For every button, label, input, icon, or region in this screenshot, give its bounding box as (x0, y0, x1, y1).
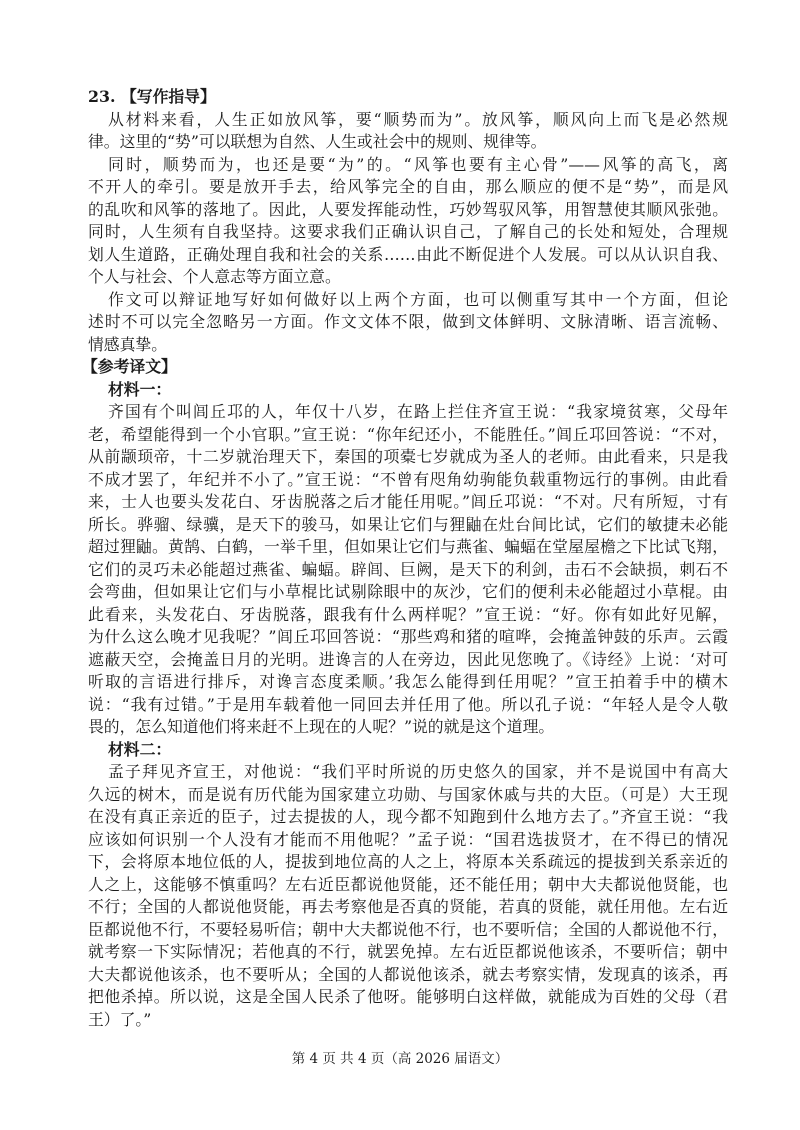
material1-line: 此看来，头发花白、牙齿脱落，跟我有什么两样呢？”宣王说：“好。你有如此好见解， (88, 604, 728, 624)
material2-label: 材料二： (108, 739, 172, 759)
writing-guide-title: 23. 【写作指导】 (88, 87, 216, 106)
material1-line: 来，士人也要头发花白、牙齿脱落之后才能任用呢。”闾丘邛说：“不对。尺有所短，寸有 (88, 492, 728, 511)
material1-line: 听取的言语进行排斥，对谗言态度柔顺。’我怎么能得到任用呢？”宣王拍着手中的横木 (88, 672, 728, 691)
guide-line: 律。这里的“势”可以联想为自然、人生或社会中的规则、规律等。 (88, 132, 547, 151)
material2-line: 就考察一下实际情况；若他真的不行，就罢免掉。左右近臣都说他该杀，不要听信；朝中 (88, 942, 728, 961)
guide-line: 不开人的牵引。要是放开手去，给风筝完全的自由，那么顺应的便不是“势”，而是风 (88, 177, 728, 196)
material1-line: 超过狸鼬。黄鹄、白鹤，一举千里，但如果让它们与燕雀、蝙蝠在堂屋屋檐之下比试飞翔， (88, 537, 728, 556)
material1-line: 说：“我有过错。”于是用车载着他一同回去并任用了他。所以孔子说：“年轻人是令人敬 (88, 694, 728, 714)
material2-line: 久远的树木，而是说有历代能为国家建立功勋、与国家休戚与共的大臣。（可是）大王现 (88, 784, 728, 804)
material1-line: 畏的，怎么知道他们将来赶不上现在的人呢？”说的就是这个道理。 (88, 717, 555, 736)
material1-label: 材料一： (108, 379, 172, 399)
page-footer: 第 4 页 共 4 页（高 2026 届语文） (291, 1051, 509, 1067)
guide-line: 同时，顺势而为，也还是要“为”的。“风筝也要有主心骨”——风筝的高飞，离 (108, 154, 728, 174)
material2-line: 王）了。” (88, 1009, 152, 1029)
guide-line: 情感真挚。 (88, 334, 167, 354)
guide-line: 的乱吹和风筝的落地了。因此，人要发挥能动性，巧妙驾驭风筝，用智慧使其顺风张弛。 (88, 199, 728, 219)
guide-line: 同时，人生须有自我坚持。这要求我们正确认识自己，了解自己的长处和短处，合理规 (88, 222, 728, 241)
material2-line: 孟子拜见齐宣王，对他说：“我们平时所说的历史悠久的国家，并不是说国中有高大 (108, 762, 728, 781)
guide-line: 个人与社会、个人意志等方面立意。 (88, 267, 341, 286)
material2-line: 大夫都说他该杀，也不要听从；全国的人都说他该杀，就去考察实情，发现真的该杀，再 (88, 964, 728, 984)
page-content (82, 86, 728, 1031)
material1-line: 老，希望能得到一个小官职。”宣王说：“你年纪还小，不能胜任。”闾丘邛回答说：“不对， (88, 424, 728, 444)
material2-line: 臣都说他不行，不要轻易听信；朝中大夫都说他不行，也不要听信；全国的人都说他不行， (88, 919, 728, 939)
guide-line: 划人生道路，正确处理自我和社会的关系……由此不断促进个人发展。可以从认识自我、 (88, 244, 728, 264)
guide-line: 述时不可以完全忽略另一方面。作文文体不限，做到文体鲜明、文脉清晰、语言流畅、 (88, 312, 728, 331)
material2-line: 应该如何识别一个人没有才能而不用他呢？”孟子说：“国君选拔贤才，在不得已的情况 (88, 829, 728, 849)
guide-line: 作文可以辩证地写好如何做好以上两个方面，也可以侧重写其中一个方面，但论 (108, 289, 728, 309)
material1-line: 不成才罢了，年纪并不小了。”宣王说：“不曾有咫角幼驹能负载重物远行的事例。由此看 (88, 469, 728, 489)
translation-title: 【参考译文】 (82, 357, 177, 376)
material2-line: 把他杀掉。所以说，这是全国人民杀了他呀。能够明白这样做，就能成为百姓的父母（君 (88, 987, 728, 1006)
guide-line: 从材料来看，人生正如放风筝，要“顺势而为”。放风筝，顺风向上而飞是必然规 (108, 109, 728, 129)
material1-line: 它们的灵巧未必能超过燕雀、蝙蝠。辟闾、巨阙，是天下的利剑，击石不会缺损，刺石不 (88, 559, 728, 579)
material1-line: 所长。骅骝、绿骥，是天下的骏马，如果让它们与狸鼬在灶台间比试，它们的敏捷未必能 (88, 514, 728, 534)
material2-line: 下，会将原本地位低的人，提拔到地位高的人之上，将原本关系疏远的提拔到关系亲近的 (88, 852, 728, 871)
material1-line: 为什么这么晚才见我呢？”闾丘邛回答说：“那些鸡和猪的喧哗，会掩盖钟鼓的乐声。云霞 (88, 627, 728, 646)
material2-line: 不行；全国的人都说他贤能，再去考察他是否真的贤能，若真的贤能，就任用他。左右近 (88, 897, 728, 916)
material1-line: 遮蔽天空，会掩盖日月的光明。进谗言的人在旁边，因此见您晚了。《诗经》上说：‘对可 (88, 649, 728, 669)
material2-line: 在没有真正亲近的臣子，过去提拔的人，现今都不知跑到什么地方去了。”齐宣王说：“我 (88, 807, 728, 826)
material1-line: 齐国有个叫闾丘邛的人，年仅十八岁，在路上拦住齐宣王说：“我家境贫寒，父母年 (108, 402, 728, 421)
material2-line: 人之上，这能够不慎重吗？左右近臣都说他贤能，还不能任用；朝中大夫都说他贤能，也 (88, 874, 728, 894)
material1-line: 会弯曲，但如果让它们与小草棍比试剔除眼中的灰沙，它们的便利未必能超过小草棍。由 (88, 582, 728, 601)
material1-line: 从前颛顼帝，十二岁就治理天下，秦国的项橐七岁就成为圣人的老师。由此看来，只是我 (88, 447, 728, 466)
